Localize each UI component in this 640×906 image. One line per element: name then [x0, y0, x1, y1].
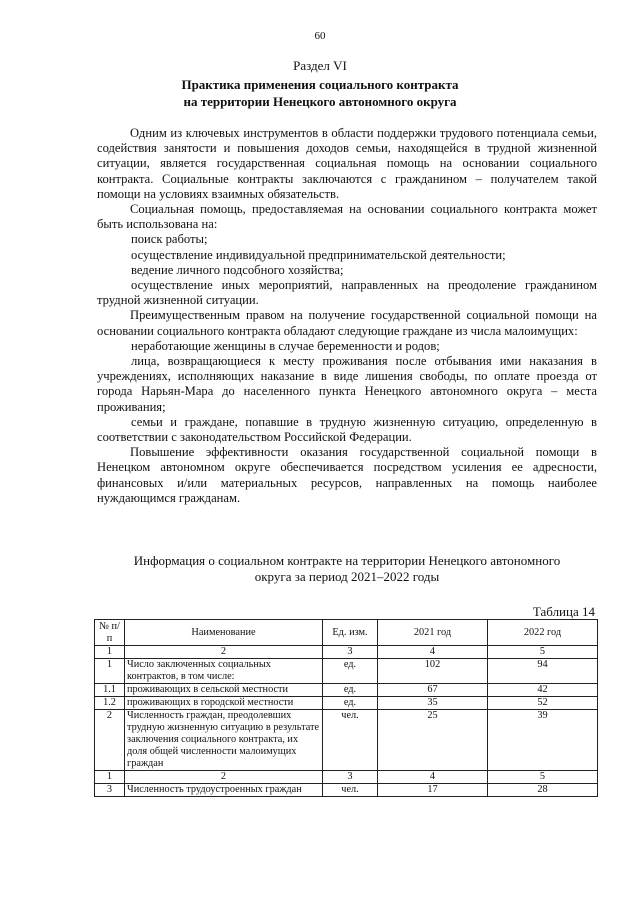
- row-name: Число заключенных социальных контрактов, в том числе:: [125, 659, 323, 684]
- column-number: 1: [95, 771, 125, 784]
- list-item: неработающие женщины в случае беременности и родов;: [131, 338, 440, 353]
- column-number: 2: [125, 646, 323, 659]
- paragraph-1: Одним из ключевых инструментов в области поддержки трудового потенциала семьи, содействия занятости и повышения доходов семьи, находящейся в трудной жизненной ситуации, является государственная социальная помощь на основании социального контракта. Социальные контракты заключаются с гражданином – получателем такой помощи на условиях взаимных обязательств.: [97, 126, 597, 201]
- row-name: проживающих в городской местности: [125, 697, 323, 710]
- column-number: 5: [488, 646, 598, 659]
- row-2021: 35: [378, 697, 488, 710]
- row-2022: 52: [488, 697, 598, 710]
- row-unit: чел.: [323, 784, 378, 797]
- column-number: 4: [378, 771, 488, 784]
- header-name: Наименование: [125, 620, 323, 646]
- row-unit: ед.: [323, 659, 378, 684]
- row-2021: 17: [378, 784, 488, 797]
- section-subtitle-line2: на территории Ненецкого автономного округа: [183, 94, 457, 109]
- table-row: [95, 659, 598, 684]
- row-2022: 94: [488, 659, 598, 684]
- row-name: проживающих в сельской местности: [125, 684, 323, 697]
- table-header-row: [95, 620, 598, 646]
- row-2022: 42: [488, 684, 598, 697]
- list-item: семьи и граждане, попавшие в трудную жизненную ситуацию, определенную в соответствии с законодательством Российской Федерации.: [97, 414, 597, 445]
- row-2021: 25: [378, 710, 488, 771]
- row-num: 1: [95, 659, 125, 684]
- section-subtitle: [0, 76, 640, 110]
- paragraph-4: Повышение эффективности оказания государственной социальной помощи в Ненецком автономном округе обеспечивается посредством усиления ее адресности, финансовых и/или материальных ресурсов, направленных на помощь наиболее нуждающимся гражданам.: [97, 445, 597, 505]
- column-number-row: [95, 771, 598, 784]
- row-unit: ед.: [323, 684, 378, 697]
- column-number: 2: [125, 771, 323, 784]
- header-2021: 2021 год: [378, 620, 488, 646]
- column-number: 1: [95, 646, 125, 659]
- page-number: 60: [314, 30, 326, 42]
- row-unit: чел.: [323, 710, 378, 771]
- header-unit: Ед. изм.: [323, 620, 378, 646]
- list-item: ведение личного подсобного хозяйства;: [131, 262, 344, 277]
- column-number-row: [95, 646, 598, 659]
- row-name: Численность трудоустроенных граждан: [125, 784, 323, 797]
- row-2022: 39: [488, 710, 598, 771]
- row-2021: 102: [378, 659, 488, 684]
- column-number: 3: [323, 646, 378, 659]
- table-caption-line1: Информация о социальном контракте на территории Ненецкого автономного: [133, 553, 561, 568]
- column-number: 4: [378, 646, 488, 659]
- row-num: 3: [95, 784, 125, 797]
- list-item: осуществление индивидуальной предпринимательской деятельности;: [131, 247, 506, 262]
- row-name: Численность граждан, преодолевших трудную жизненную ситуацию в результате заключения социального контракта, их доля общей численности малоимущих граждан: [125, 710, 323, 771]
- row-unit: ед.: [323, 697, 378, 710]
- row-num: 2: [95, 710, 125, 771]
- column-number: 5: [488, 771, 598, 784]
- paragraph-3: Преимущественным правом на получение государственной социальной помощи на основании социального контракта обладают следующие граждане из числа малоимущих:: [97, 308, 597, 338]
- column-number: 3: [323, 771, 378, 784]
- body-text: [97, 126, 597, 506]
- header-2022: 2022 год: [488, 620, 598, 646]
- row-2022: 28: [488, 784, 598, 797]
- paragraph-2: Социальная помощь, предоставляемая на основании социального контракта может быть использована на:: [97, 202, 597, 232]
- row-num: 1.2: [95, 697, 125, 710]
- table-caption-line2: округа за период 2021–2022 годы: [254, 569, 440, 584]
- list-item: осуществление иных мероприятий, направленных на преодоление гражданином трудной жизненной ситуации.: [97, 278, 597, 308]
- row-2021: 67: [378, 684, 488, 697]
- table-row: [95, 784, 598, 797]
- table-row: [95, 697, 598, 710]
- section-subtitle-line1: Практика применения социального контракта: [181, 77, 459, 92]
- list-item: поиск работы;: [131, 232, 208, 247]
- section-title: Раздел VI: [293, 58, 347, 73]
- social-contract-table: [94, 619, 598, 797]
- table-row: [95, 710, 598, 771]
- row-num: 1.1: [95, 684, 125, 697]
- table-row: [95, 684, 598, 697]
- table-label: Таблица 14: [532, 604, 595, 619]
- header-num: № п/п: [95, 620, 125, 646]
- list-item: лица, возвращающиеся к месту проживания после отбывания ими наказания в учреждениях, исполняющих наказание в виде лишения свободы, по оплате проезда от города Нарьян-Мара до населенного пункта Ненецкого автономного округа – места проживания;: [97, 354, 597, 414]
- table-caption: [97, 553, 597, 585]
